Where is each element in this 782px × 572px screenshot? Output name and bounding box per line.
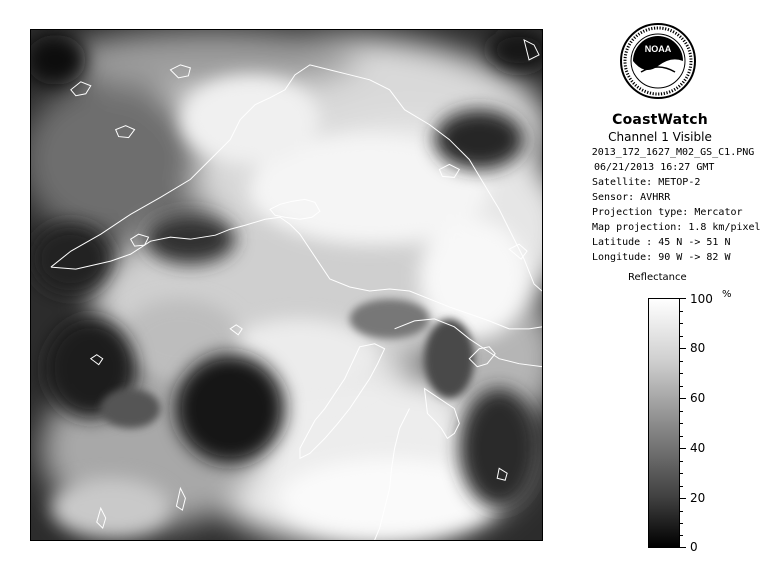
- colorbar-label-80: 80: [690, 341, 706, 355]
- satellite-label: Satellite: METOP-2: [592, 177, 701, 188]
- colorbar-minor-tick: [680, 523, 683, 524]
- colorbar-minor-tick: [680, 311, 683, 312]
- noaa-logo: [619, 22, 697, 100]
- colorbar-minor-tick: [680, 423, 683, 424]
- colorbar-tick: [680, 348, 686, 349]
- satellite-image: [30, 29, 543, 541]
- colorbar-label-60: 60: [690, 391, 706, 405]
- map-projection-label: Map projection: 1.8 km/pixel: [592, 222, 761, 233]
- filename-label: 2013_172_1627_M02_GS_C1.PNG: [591, 147, 755, 158]
- colorbar-minor-tick: [680, 486, 683, 487]
- colorbar-tick: [680, 298, 686, 299]
- colorbar-tick: [680, 398, 686, 399]
- colorbar-minor-tick: [680, 473, 683, 474]
- projection-type-label: Projection type: Mercator: [592, 207, 743, 218]
- datetime-label: 06/21/2013 16:27 GMT: [594, 162, 715, 173]
- colorbar-minor-tick: [680, 386, 683, 387]
- colorbar-tick: [680, 547, 686, 548]
- legend-unit: %: [722, 289, 732, 300]
- colorbar-minor-tick: [680, 323, 683, 324]
- colorbar-tick: [680, 498, 686, 499]
- colorbar-tick: [680, 448, 686, 449]
- longitude-label: Longitude: 90 W -> 82 W: [592, 252, 731, 263]
- colorbar-minor-tick: [680, 336, 683, 337]
- colorbar-minor-tick: [680, 436, 683, 437]
- colorbar-label-100: 100: [690, 292, 713, 306]
- colorbar-minor-tick: [680, 411, 683, 412]
- colorbar-label-20: 20: [690, 491, 706, 505]
- colorbar-minor-tick: [680, 461, 683, 462]
- colorbar-minor-tick: [680, 511, 683, 512]
- satellite-image-canvas: [31, 30, 542, 540]
- reflectance-colorbar: [648, 298, 680, 548]
- colorbar-minor-tick: [680, 373, 683, 374]
- channel-label: Channel 1 Visible: [608, 130, 712, 144]
- legend-title: Reflectance: [628, 272, 687, 283]
- latitude-label: Latitude : 45 N -> 51 N: [592, 237, 731, 248]
- colorbar-label-40: 40: [690, 441, 706, 455]
- logo-text: NOAA: [644, 44, 672, 54]
- colorbar-label-0: 0: [690, 540, 698, 554]
- sensor-label: Sensor: AVHRR: [592, 192, 671, 203]
- page-title: CoastWatch: [612, 112, 708, 128]
- colorbar-minor-tick: [680, 535, 683, 536]
- colorbar-minor-tick: [680, 361, 683, 362]
